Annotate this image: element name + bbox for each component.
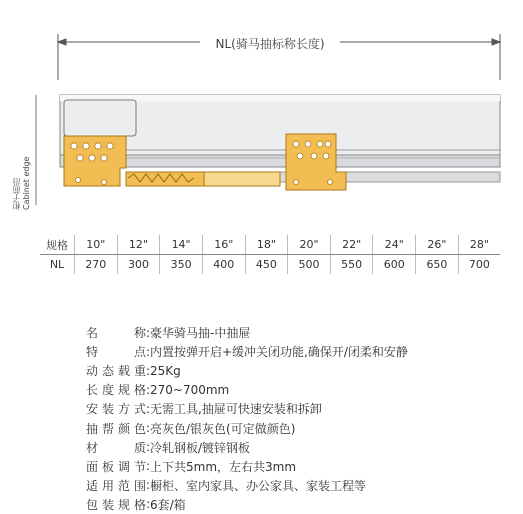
spec-value: 冷轧钢板/镀锌钢板 [150,440,251,455]
table-cell: 300 [117,255,160,275]
spec-row [86,457,506,476]
table-cell: 550 [330,255,373,275]
spec-value: 270~700mm [150,382,230,397]
table-cell: 28" [458,235,500,255]
spec-colon: : [146,497,151,512]
table-cell: 26" [416,235,459,255]
cabinet-edge-label [12,140,72,210]
table-cell: 400 [202,255,245,275]
table-cell: 20" [288,235,331,255]
table-cell: 700 [458,255,500,275]
size-table-value-row [40,255,500,275]
spec-row [86,438,506,457]
table-cell: 650 [416,255,459,275]
table-cell: 14" [160,235,203,255]
spec-colon: : [146,421,151,436]
nominal-length-label: NL(骑马抽标称长度) [200,35,340,52]
drawer-slide-diagram [0,0,523,225]
table-cell: 12" [117,235,160,255]
table-cell: 18" [245,235,288,255]
spec-row [86,495,506,514]
table-cell: 500 [288,255,331,275]
size-table [40,235,500,274]
table-cell: 450 [245,255,288,275]
spec-label: 长度规格 [86,383,146,398]
spec-colon: : [146,478,151,493]
spec-label: 动态载重 [86,364,146,379]
spec-label: 特点 [86,345,146,360]
table-cell: 350 [160,255,203,275]
spec-colon: : [146,401,151,416]
spec-value: 豪华骑马抽-中抽屉 [150,326,251,341]
spec-row [86,361,506,380]
spec-row [86,418,506,437]
spec-label: 抽帮颜色 [86,421,146,436]
table-cell: 24" [373,235,416,255]
spec-row [86,476,506,495]
table-cell: NL [49,258,65,271]
cabinet-edge-en: Cabinet edge [22,156,31,210]
spec-colon: : [146,459,151,474]
table-cell: 270 [75,255,118,275]
spec-colon: : [146,344,151,359]
table-cell: 22" [330,235,373,255]
spec-label: 适用范围 [86,478,146,493]
spec-row [86,323,506,342]
table-cell: 规格 [40,235,75,255]
spec-row [86,399,506,418]
table-cell: 16" [202,235,245,255]
table-cell: 10" [75,235,118,255]
spec-label: 包装规格 [86,497,146,512]
spec-list [86,323,506,514]
size-table-header-row [40,235,500,255]
spec-colon: : [146,382,151,397]
spec-label: 材质 [86,440,146,455]
spec-colon: : [146,363,151,378]
spec-row [86,342,506,361]
spec-colon: : [146,325,151,340]
spec-value: 上下共5mm，左右共3mm [150,459,297,474]
spec-value: 亮灰色/银灰色(可定做颜色) [150,421,296,436]
cabinet-edge-cn: 柜子前沿 [12,178,21,210]
spec-value: 无需工具,抽屉可快速安装和拆卸 [150,402,322,417]
spec-value: 内置按弹开启+缓冲关闭功能,确保开/闭柔和安静 [150,345,408,360]
spec-label: 面板调节 [86,459,146,474]
spec-value: 6套/箱 [150,497,186,512]
spec-value: 橱柜、室内家具、办公家具、家装工程等 [150,478,367,493]
table-cell: 600 [373,255,416,275]
spec-colon: : [146,440,151,455]
spec-label: 安装方式 [86,402,146,417]
spec-value: 25Kg [150,363,181,378]
drawer-slide-drawing [0,0,523,225]
spec-label: 名称 [86,326,146,341]
spec-row [86,380,506,399]
